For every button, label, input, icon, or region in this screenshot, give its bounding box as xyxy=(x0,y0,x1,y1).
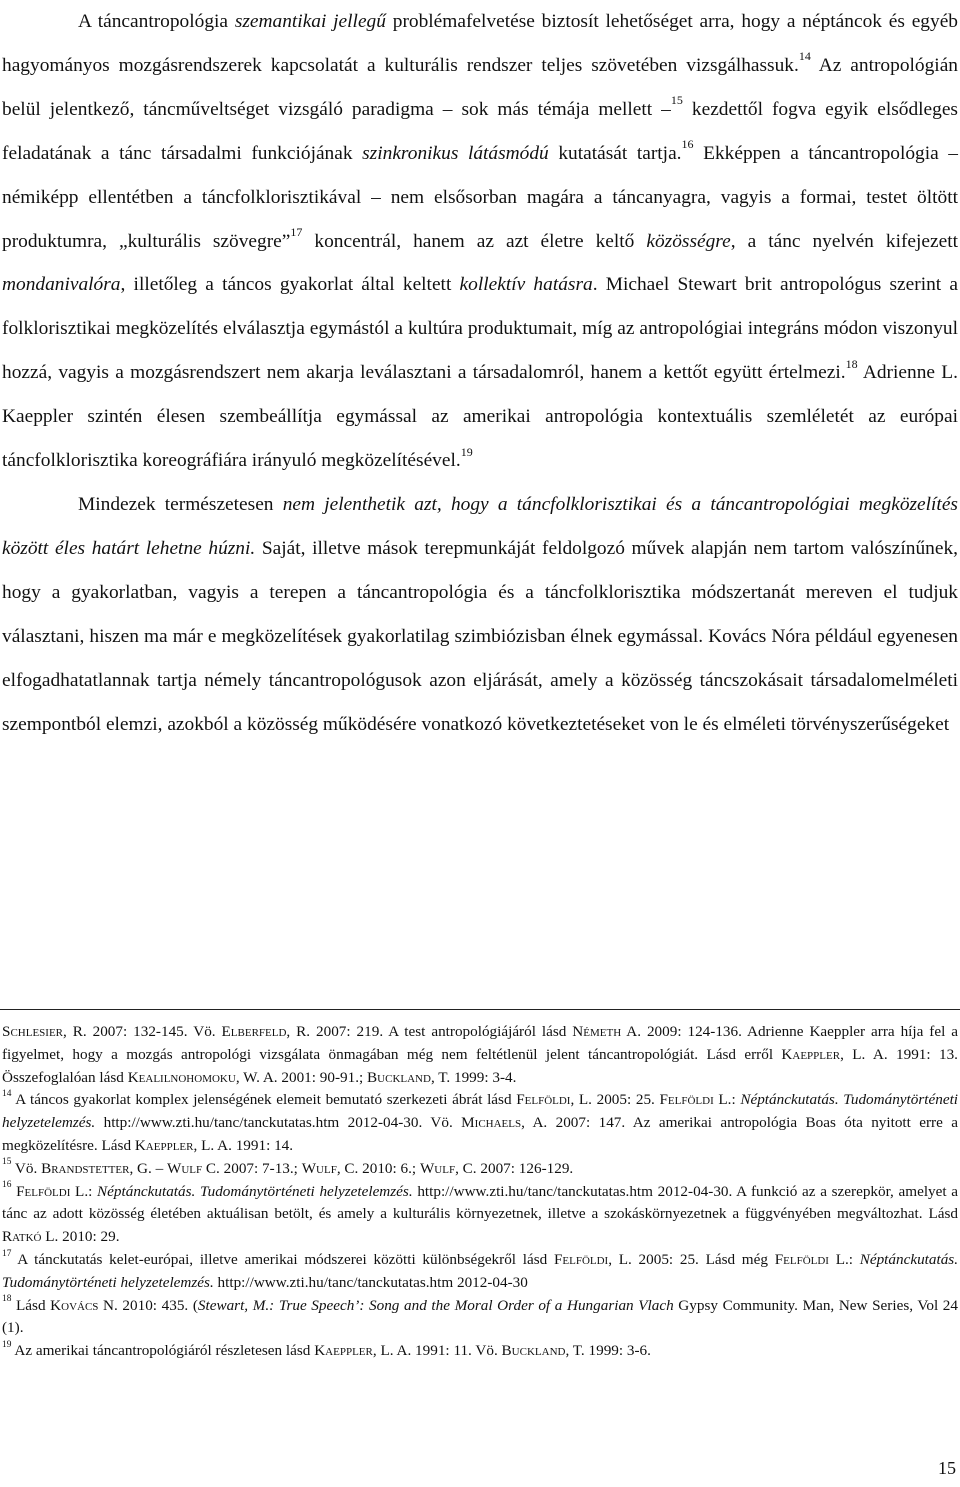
footnote-ref-14[interactable]: 14 xyxy=(798,49,811,64)
footnote-ref-18[interactable]: 18 xyxy=(845,356,858,371)
main-text xyxy=(2,0,958,746)
footnote-13: Schlesier, R. 2007: 132-145. Vö. Elberfeld, R. 2007: 219. A test antropológiájáról lásd Németh A. 2009: 124-136. Adrienne Kaeppler arra híja fel a figyelmet, hogy a mozgás antropológi vizsgálata önmagában még nem feltétlenül jelent táncantropológiát. Lásd erről Kaeppler, L. A. 1991: 13. Összefoglalóan lásd Kealilnohomoku, W. A. 2001: 90-91.; Buckland, T. 1999: 3-4. xyxy=(2,1023,958,1086)
footnote-14: $^{14}$ A táncos gyakorlat komplex jelenségének elemeit bemutató szerkezeti ábrát lásd Felföldi, L. 2005: 25. Felföldi L.: Néptánckutatás. Tudománytörténeti helyzetelemzés. http://www.zti.hu/tanc/tanckutatas.htm 2012-04-30. Vö. Michaels, A. 2007: 147. Az amerikai antropológia Boas óta nyitott erre a megközelítésre. Lásd Kaeppler, L. A. 1991: 14. xyxy=(2,1088,959,1154)
footnote-ref-19[interactable]: 19 xyxy=(460,444,473,459)
page-number: 15 xyxy=(938,1458,956,1478)
footnote-17: $^{17}$ A tánckutatás kelet-európai, illetve amerikai módszerei közötti különbségekről lásd Felföldi, L. 2005: 25. Lásd még Felföldi L.: Néptánckutatás. Tudománytörténeti helyzetelemzés. http://www.zti.hu/tanc/tanckutatas.htm 2012-04-30 xyxy=(2,1248,958,1291)
footnote-ref-17[interactable]: 17 xyxy=(290,225,303,240)
footnote-ref-15[interactable]: 15 xyxy=(670,93,683,108)
footnotes xyxy=(2,1021,958,1363)
footnote-19: $^{19}$ Az amerikai táncantropológiáról részletesen lásd Kaeppler, L. A. 1991: 11. Vö. Buckland, T. 1999: 3-6. xyxy=(2,1339,651,1360)
footnote-ref-16[interactable]: 16 xyxy=(681,137,694,152)
paragraph-1: A táncantropológia szemantikai jellegű problémafelvetése biztosít lehetőséget arra, hogy a néptáncok és egyéb hagyományos mozgásrendszerek kapcsolatát a kulturális rendszer teljes szövetében vizsgálhassuk.$^{14}$ Az antropológián belül jelentkező, táncműveltséget vizsgáló paradigma – sok más témája mellett –$^{15}$ kezdettől fogva egyik elsődleges feladatának a tánc társadalmi funkciójának szinkronikus látásmódú kutatását tartja.$^{16}$ Ekképpen a táncantropológia – némiképp ellentétben a táncfolklorisztikával – nem elsősorban magára a táncanyagra, vagyis a formai, testet öltött produktumra, „kulturális szövegre”$^{17}$ koncentrál, hanem az azt életre keltő közösségre, a tánc nyelvén kifejezett mondanivalóra, illetőleg a táncos gyakorlat által keltett kollektív hatásra. Michael Stewart brit antropológus szerint a folklorisztikai megközelítés elválasztja egymástól a kultúra produktumait, míg az antropológiai integráns módon viszonyul hozzá, vagyis a mozgásrendszert nem akarja leválasztani a társadalomról, hanem a kettőt együtt értelmezi.$^{18}$ Adrienne L. Kaeppler szintén élesen szembeállítja egymással az amerikai antropológia kontextuális szemléletét az európai táncfolklorisztika koreográfiára irányuló megközelítésével.$^{19}$ xyxy=(2,11,959,472)
footnote-separator xyxy=(0,1009,960,1010)
footnote-15: $^{15}$ Vö. Brandstetter, G. – Wulf C. 2007: 7-13.; Wulf, C. 2010: 6.; Wulf, C. 2007: 126-129. xyxy=(2,1157,574,1177)
paragraph-2: Mindezek természetesen nem jelenthetik azt, hogy a táncfolklorisztikai és a táncantropológiai megközelítés között éles határt lehetne húzni. Saját, illetve mások terepmunkáját feldolgozó művek alapján nem tartom valószínűnek, hogy a gyakorlatban, vagyis a terepen a táncantropológia és a táncfolklorisztika módszertanát mereven el tudjuk választani, hiszen ma már e megközelítések gyakorlatilag szimbiózisban élnek egymással. Kovács Nóra például egyenesen elfogadhatatlannak tartja némely táncantropológusok azon eljárását, amely a közösség táncszokásait társadalomelméleti szempontból elemzi, azokból a közösség működésére vonatkozó következtetéseket von le és elméleti törvényszerűségeket xyxy=(2,493,958,735)
footnote-18: $^{18}$ Lásd Kovács N. 2010: 435. (Stewart, M.: True Speech’: Song and the Moral Order of a Hungarian Vlach Gypsy Community. Man, New Series, Vol 24 (1). xyxy=(2,1294,958,1337)
footnote-16: $^{16}$ Felföldi L.: Néptánckutatás. Tudománytörténeti helyzetelemzés. http://www.zti.hu/tanc/tanckutatas.htm 2012-04-30. A funkció az a szerepkör, amelyet a tánc az adott közösség életében aktuálisan betölt, és amely a kulturális környezetnek, illetve a szokáskörnyezetnek a függvényében megváltozhat. Lásd Ratkó L. 2010: 29. xyxy=(2,1180,959,1246)
